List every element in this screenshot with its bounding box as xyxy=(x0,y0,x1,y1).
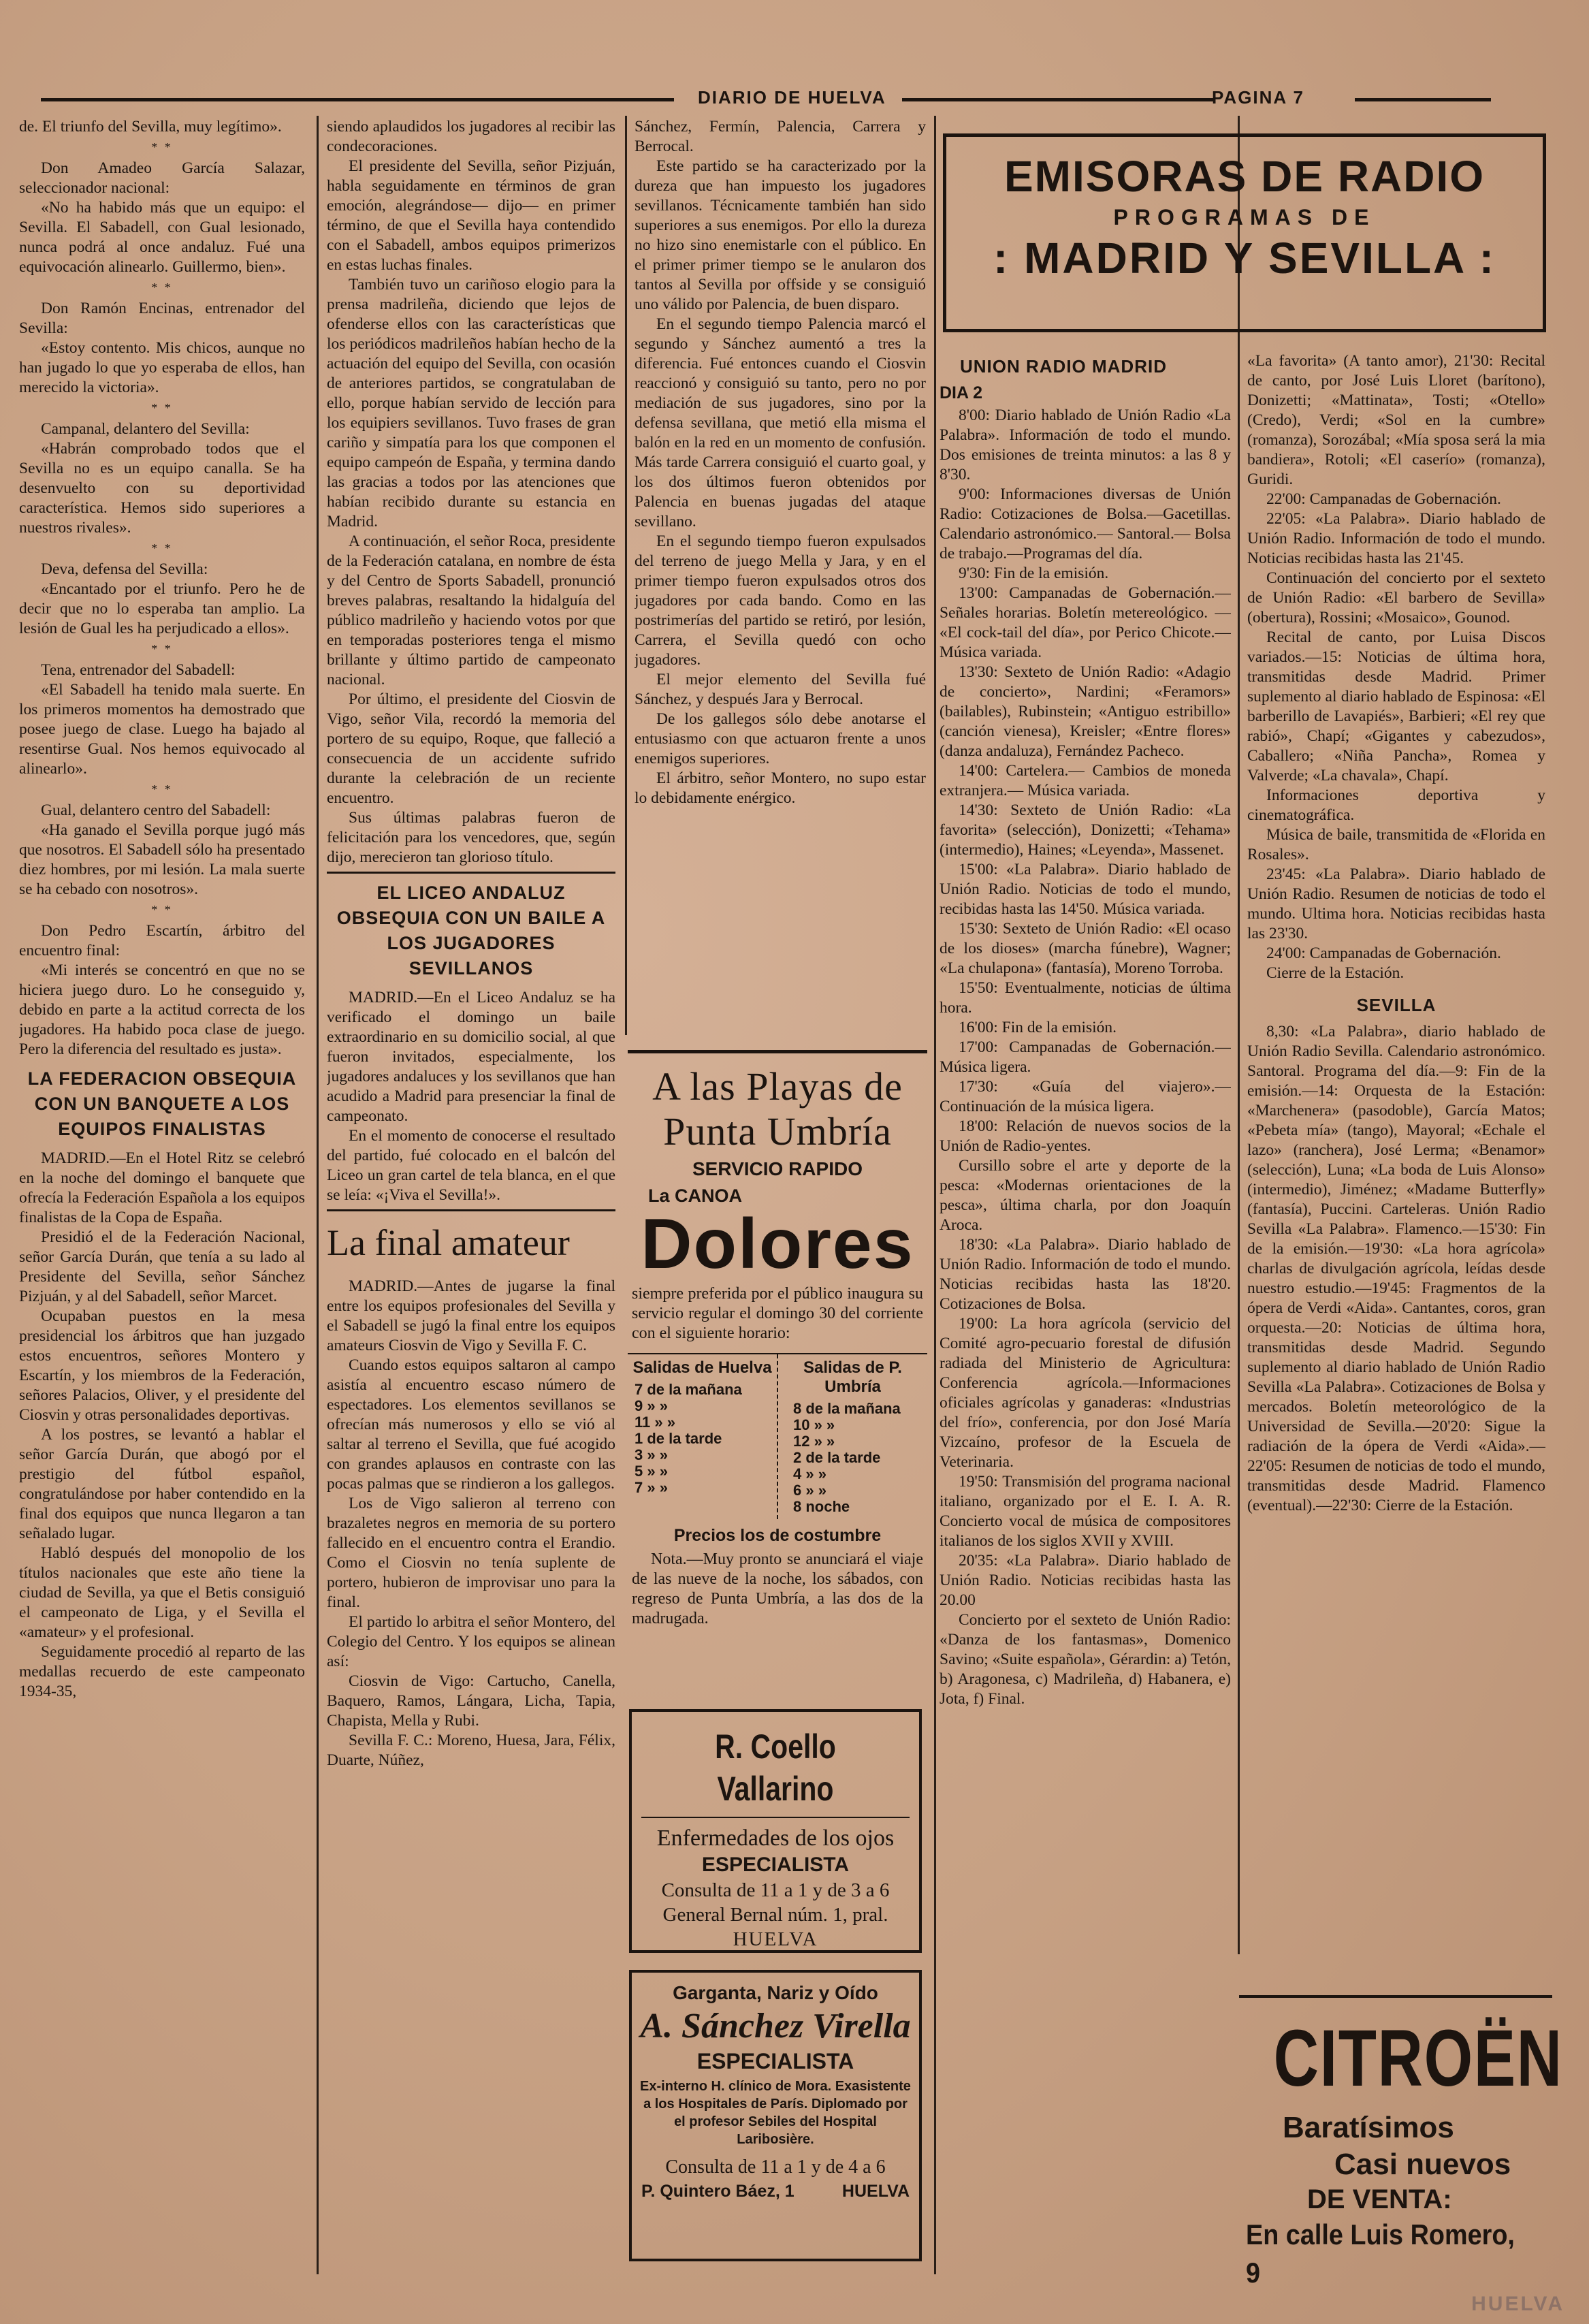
paragraph: Campanal, delantero del Sevilla: xyxy=(41,420,250,438)
paragraph: MADRID.—Antes de jugarse la final entre los equipos profesionales del Sevilla y el Sabadell se jugó la final entre los equipos amateurs Ciosvin de Vigo y Sevilla F. C. xyxy=(327,1277,615,1354)
schedule-header: Salidas de Huelva xyxy=(632,1358,772,1377)
ad-address: En calle Luis Romero, 9 xyxy=(1246,2218,1515,2289)
paragraph: Sánchez, Fermín, Palencia, Carrera y Berrocal. xyxy=(635,118,926,155)
schedule-time: 8 noche xyxy=(793,1498,850,1515)
archive-watermark: HUELVA xyxy=(1471,2293,1564,2315)
paragraph: Deva, defensa del Sevilla: xyxy=(41,560,208,578)
radio-header-box xyxy=(943,133,1546,332)
radio-program-madrid xyxy=(940,345,1231,2265)
column-rule xyxy=(1238,116,1240,1954)
article-headline: EL LICEO ANDALUZ OBSEQUIA CON UN BAILE A LOS JUGADORES SEVILLANOS xyxy=(336,882,606,978)
program-item: Concierto por el sexteto de Unión Radio: «Danza de los fantasmas», Domenico Savino; «Suite española», Gérardin: a) Tetón, b) Aragonesa, c) Madrileña, d) Habanera, e) Jota, f) Final. xyxy=(940,1611,1231,1708)
paragraph: «Estoy contento. Mis chicos, aunque no han jugado lo que yo esperaba de ellos, han merecido la victoria». xyxy=(19,339,305,396)
paragraph: «Habrán comprobado todos que el Sevilla no es un equipo canalla. Se ha desenvuelto con su deportividad característica. Hemos sido superiores a nuestros rivales». xyxy=(19,440,305,537)
program-item: 24'00: Campanadas de Gobernación. xyxy=(1266,944,1501,962)
schedule-punta-umbria xyxy=(778,1354,927,1519)
paragraph: El presidente del Sevilla, señor Pizjuán, habla seguidamente en términos de gran emoción, alegrándose— dijo— en primer término, de que el Sevilla haya contendido con el Sabadell, ambos equipos primerizos en estas luchas finales. xyxy=(327,157,615,274)
ad-specialty: Enfermedades de los ojos xyxy=(656,1826,895,1851)
paragraph: Cuando estos equipos saltaron al campo asistía al encuentro escaso número de espectadores. Los elementos sevillanos se ofrecían más numerosos y ello se vió al saltar al terreno el Sevilla, que fué acogido con grandes aplausos en contraste con las pocas palmas que se rindieron a los gallegos. xyxy=(327,1356,615,1493)
program-item: 9'00: Informaciones diversas de Unión Radio: Cotizaciones de Bolsa.—Gacetillas. Calendario astronómico.— Santoral.— Bolsa de trabajo.—Programas del día. xyxy=(940,486,1231,562)
program-item: 22'05: «La Palabra». Diario hablado de Unión Radio. Información de todo el mundo. Noticias recibidas hasta las 21'45. xyxy=(1247,510,1545,567)
paragraph: Tena, entrenador del Sabadell: xyxy=(41,661,236,679)
ad-citroen xyxy=(1239,1995,1563,2289)
schedule-time: 2 de la tarde xyxy=(793,1449,881,1466)
ad-title: ESPECIALISTA xyxy=(696,2049,854,2073)
separator-asterisks: * * xyxy=(151,642,173,656)
ad-title: A las Playas de Punta Umbría xyxy=(652,1064,903,1153)
column-rule xyxy=(317,116,319,2274)
paragraph: Gual, delantero centro del Sabadell: xyxy=(41,801,271,819)
header-rule-middle xyxy=(902,98,1215,101)
program-item: 19'00: La hora agrícola (servicio del Comité agro-pecuario forestal de difusión radiada del Ministerio de Agricultura: Conferencia agrícola.—Informaciones oficiales agrícolas y ganaderas: «Industrias del frío», conferencia, por don José María Vizcaíno, profesor de la Escuela de Veterinaria. xyxy=(940,1315,1231,1471)
paragraph: Sevilla F. C.: Moreno, Huesa, Jara, Félix, Duarte, Núñez, xyxy=(327,1732,615,1769)
program-item: 16'00: Fin de la emisión. xyxy=(959,1019,1117,1036)
column-rule xyxy=(934,116,936,2274)
program-item: 15'00: «La Palabra». Diario hablado de Unión Radio. Noticias de todo el mundo, recibidas hasta las 14'50. Música variada. xyxy=(940,861,1231,918)
column-rule xyxy=(625,116,627,1035)
paragraph: «El Sabadell ha tenido mala suerte. En los primeros momentos ha demostrado que posee juego de clase. Luego ha bajado al resentirse Gual. Nos hemos equivocado al alinearlo». xyxy=(19,681,305,778)
ad-hours: Consulta de 11 a 1 y de 4 a 6 xyxy=(665,2156,886,2178)
radio-subtitle: PROGRAMAS DE xyxy=(1113,205,1376,229)
paragraph: Seguidamente procedió al reparto de las medallas recuerdo de este campeonato 1934-35, xyxy=(19,1643,305,1700)
program-item: Cursillo sobre el arte y deporte de la pesca: «Modernas orientaciones de la pesca», última charla, por don Joaquín Aroca. xyxy=(940,1157,1231,1234)
program-item: «La favorita» (A tanto amor), 21'30: Recital de canto, por José Luis Lloret (barítono), Donizetti; «Mattinata», Tosti; «Otello» (Credo), Verdi; «Sol en la cumbre» (romanza), Sorozábal; «Mía sposa será la mia bandiera», Rotoli; «El caserío» (romanza), Guridi. xyxy=(1247,352,1545,488)
schedule-time: 1 de la tarde xyxy=(635,1430,722,1447)
paragraph: En el segundo tiempo Palencia marcó el segundo y Sánchez aumentó a tres la diferencia. Fué entonces cuando el Ciosvin reaccionó y consiguió su tanto, pero no por mediación de sus jugadores, sino por la defensa sevillana, que metió ella misma el balón en la red en un momento de confusión. Más tarde Carrera consiguió el cuarto goal, y los dos últimos fueron obtenidos por Palencia en buenas jugadas del ataque sevillano. xyxy=(635,315,926,530)
station-name: UNION RADIO MADRID xyxy=(960,356,1167,377)
article-headline: La final amateur xyxy=(327,1222,570,1263)
divider xyxy=(327,872,615,874)
ad-specialty: Garganta, Nariz y Oído xyxy=(673,1982,878,2003)
ad-title: ESPECIALISTA xyxy=(701,1853,850,1876)
program-item: Cierre de la Estación. xyxy=(1266,964,1405,982)
paragraph: El árbitro, señor Montero, no supo estar lo debidamente enérgico. xyxy=(635,769,926,807)
program-item: Música de baile, transmitida de «Florida en Rosales». xyxy=(1247,826,1545,863)
article-column-2 xyxy=(327,117,615,2276)
paragraph: Los de Vigo salieron al terreno con brazaletes negros en memoria de su portero fallecido en el encuentro contra el Erandio. Como el Ciosvin no tenía suplente de portero, hubieron de improvisar uno para la final. xyxy=(327,1495,615,1611)
program-item: 9'30: Fin de la emisión. xyxy=(959,564,1109,582)
paragraph: «Encantado por el triunfo. Pero he de decir que no lo esperaba tan amplio. La lesión de Gual les ha perjudicado a ellos». xyxy=(19,580,305,637)
ad-service: SERVICIO RAPIDO xyxy=(692,1158,863,1179)
ad-address: P. Quintero Báez, 1 xyxy=(641,2182,794,2201)
program-item: 8'00: Diario hablado de Unión Radio «La Palabra». Información de todo el mundo. Dos emisiones de treinta minutos: a las 8 y 8'30. xyxy=(940,407,1231,483)
ad-doctor-name: R. Coello Vallarino xyxy=(715,1728,836,1808)
ad-line: Casi nuevos xyxy=(1334,2148,1511,2181)
program-item: 14'00: Cartelera.— Cambios de moneda extranjera.— Música variada. xyxy=(940,762,1231,799)
paragraph: A continuación, el señor Roca, presidente de la Federación catalana, en nombre de ésta y del Centro de Sports Sabadell, pronunció breves palabras, resaltando la hidalguía del público madrileño y haciendo votos por que en temporadas posteriores tenga el mismo brillante y último partido de campeonato nacional. xyxy=(327,532,615,688)
paragraph: Ciosvin de Vigo: Cartucho, Canella, Baquero, Ramos, Lángara, Licha, Tapia, Chapista, Mella y Rubi. xyxy=(327,1672,615,1730)
station-name: SEVILLA xyxy=(1356,995,1436,1015)
schedule-time: 7 de la mañana xyxy=(635,1381,742,1398)
paragraph: Don Ramón Encinas, entrenador del Sevilla: xyxy=(19,300,305,337)
separator-asterisks: * * xyxy=(151,782,173,796)
program-item: 15'50: Eventualmente, noticias de última hora. xyxy=(940,979,1231,1017)
schedule-header: Salidas de P. Umbría xyxy=(803,1358,902,1396)
ad-doctor-name: A. Sánchez Virella xyxy=(640,2007,911,2046)
program-day: DIA 2 xyxy=(940,383,982,402)
paragraph: de. El triunfo del Sevilla, muy legítimo». xyxy=(19,118,282,136)
schedule-time: 3 » » xyxy=(635,1446,668,1463)
paragraph: «No ha habido más que un equipo: el Sevilla. El Sabadell, con Gual lesionado, nunca podrá al once andaluz. Fué una equivocación alinearlo. Guillermo, bien». xyxy=(19,199,305,276)
ad-note: Nota.—Muy pronto se anunciará el viaje de las nueve de la noche, los sábados, con regreso de Punta Umbría, a las dos de la madrugada. xyxy=(632,1550,923,1627)
ad-canoa: La CANOA xyxy=(648,1185,743,1206)
schedule-table xyxy=(628,1353,927,1519)
separator-asterisks: * * xyxy=(151,281,173,294)
paragraph: Don Pedro Escartín, árbitro del encuentro final: xyxy=(19,922,305,959)
program-item: 18'30: «La Palabra». Diario hablado de Unión Radio. Información de todo el mundo. Noticias recibidas hasta las 18'20. Cotizaciones de Bolsa. xyxy=(940,1236,1231,1313)
program-item: 22'00: Campanadas de Gobernación. xyxy=(1266,490,1501,508)
separator-asterisks: * * xyxy=(151,903,173,917)
paragraph: A los postres, se levantó a hablar el señor García Durán, que abogó por el prestigio del fútbol español, congratulándose por haber contendido en la final dos equipos que nunca llegaron a tan señalado lugar. xyxy=(19,1426,305,1542)
ad-text: Ex-interno H. clínico de Mora. Exasistente a los Hospitales de París. Diplomado por el profesor Sebiles del Hospital Laribosière. xyxy=(640,2079,911,2147)
program-item: 14'30: Sexteto de Unión Radio: «La favorita» (selección), Donizetti; «Tehama» (intermedio), Haines; «Leyenda», Massenet. xyxy=(940,801,1231,859)
schedule-time: 12 » » xyxy=(793,1433,835,1450)
program-item: 17'00: Campanadas de Gobernación.—Música ligera. xyxy=(940,1038,1231,1076)
program-item: 13'00: Campanadas de Gobernación.— Señales horarias. Boletín metereológico. — «El cock-tail del día», por Perico Chicote.—Música variada. xyxy=(940,584,1231,661)
article-headline: LA FEDERACION OBSEQUIA CON UN BANQUETE A LOS EQUIPOS FINALISTAS xyxy=(27,1068,297,1139)
header-rule-right xyxy=(1355,98,1491,101)
schedule-time: 5 » » xyxy=(635,1463,668,1480)
paragraph: En el momento de conocerse el resultado del partido, fué colocado en el balcón del Liceo un gran cartel de tela blanca, en el que se leía: «¡Viva el Sevilla!». xyxy=(327,1127,615,1204)
paragraph: Ocupaban puestos en la mesa presidencial los árbitros que han juzgado estos encuentros, señores Montero y Escartín, y los miembros de la Federación, señores Palacios, Oliver, y el presidente del Ciosvin y otras personalidades deportivas. xyxy=(19,1307,305,1424)
program-item: 17'30: «Guía del viajero».— Continuación de la música ligera. xyxy=(940,1078,1231,1115)
page-number: PAGINA 7 xyxy=(1212,87,1304,108)
ad-city: HUELVA xyxy=(733,1928,818,1950)
ad-hours: Consulta de 11 a 1 y de 3 a 6 xyxy=(661,1879,890,1901)
paragraph: siendo aplaudidos los jugadores al recibir las condecoraciones. xyxy=(327,118,615,155)
paragraph: Este partido se ha caracterizado por la dureza que han impuesto los jugadores sevillanos. Técnicamente también han sido superiores a sus enemigos. Por ello la dureza no hizo sino enemistarle con el público. En el primer primer tiempo se le anularon dos tantos al Sevilla por offside y se consiguió uno válido por Palencia, de buen disparo. xyxy=(635,157,926,313)
paragraph: «Ha ganado el Sevilla porque jugó más que nosotros. El Sabadell sólo ha presentado diez hombres, por mi lesión. La mala suerte se ha cebado con nosotros». xyxy=(19,821,305,898)
program-item: Continuación del concierto por el sexteto de Unión Radio: «El barbero de Sevilla» (obertura), Rossini; «Mosaico», Gounod. xyxy=(1247,569,1545,626)
paragraph: El mejor elemento del Sevilla fué Sánchez, y después Jara y Berrocal. xyxy=(635,671,926,708)
schedule-huelva xyxy=(628,1354,778,1519)
schedule-time: 4 » » xyxy=(793,1465,826,1482)
schedule-time: 9 » » xyxy=(635,1397,668,1414)
schedule-time: 6 » » xyxy=(793,1482,826,1499)
separator-asterisks: * * xyxy=(151,140,173,154)
ad-coello-vallarino xyxy=(629,1709,922,1953)
page-header xyxy=(41,87,1491,114)
ad-address: General Bernal núm. 1, pral. xyxy=(662,1904,888,1926)
program-item: 19'50: Transmisión del programa nacional italiano, organizado por el E. I. A. R. Concierto vocal de música de compositores italianos de los siglos XVII y XVIII. xyxy=(940,1473,1231,1550)
program-item: 15'30: Sexteto de Unión Radio: «El ocaso de los dioses» (marcha fúnebre), Wagner; «La chulapona» (fantasía), Moreno Torroba. xyxy=(940,920,1231,977)
separator-asterisks: * * xyxy=(151,541,173,555)
paragraph: Por último, el presidente del Ciosvin de Vigo, señor Vila, recordó la memoria del portero de su equipo, Roque, que falleció a consecuencia de un accidente sufrido durante la celebración de un reciente encuentro. xyxy=(327,690,615,807)
program-item: Recital de canto, por Luisa Discos variados.—15: Noticias de última hora, transmitidas desde Madrid. Primer suplemento al diario hablado de Espinosa: «El barberillo de Lavapiés», Barbieri; «El rey que rabió», Chapí; «Gigantes y cabezudos», Caballero; «Niña Pancha», Romea y Valverde; «La chavala», Chapí. xyxy=(1247,628,1545,784)
program-item: 13'30: Sexteto de Unión Radio: «Adagio de concierto», Nardini; «Feramors» (bailables), Rubinstein; «Antiguo estribillo» (canción vienesa), Kreisler; «Entre flores» (danza andaluza), Fernández Pacheco. xyxy=(940,663,1231,760)
schedule-time: 8 de la mañana xyxy=(793,1400,901,1417)
radio-subtitle-cities: : MADRID Y SEVILLA : xyxy=(993,234,1496,283)
radio-title: EMISORAS DE RADIO xyxy=(1004,152,1486,201)
program-item: Informaciones deportiva y cinematográfica. xyxy=(1247,786,1545,824)
divider xyxy=(327,1209,615,1211)
separator-asterisks: * * xyxy=(151,401,173,415)
paragraph: El partido lo arbitra el señor Montero, del Colegio del Centro. Y los equipos se alinean así: xyxy=(327,1613,615,1670)
radio-program-continued xyxy=(1247,351,1545,1992)
schedule-time: 10 » » xyxy=(793,1416,835,1433)
paragraph: Don Amadeo García Salazar, seleccionador nacional: xyxy=(19,159,305,197)
ad-prices: Precios los de costumbre xyxy=(673,1526,882,1545)
paragraph: En el segundo tiempo fueron expulsados del terreno de juego Mella y Jara, y en el primer tiempo fueron expulsados otros dos jugadores por cada bando. Como en las postrimerías del partido se retiró, por lesión, Carrera, el Sevilla quedó con ocho jugadores. xyxy=(635,532,926,669)
program-item: 20'35: «La Palabra». Diario hablado de Unión Radio. Noticias recibidas hasta las 20.00 xyxy=(940,1552,1231,1609)
paragraph: Habló después del monopolio de los títulos nacionales que este año tiene la ciudad de Sevilla, ya que el Betis consiguió el campeonato de Liga, y el Sevilla el «amateur» y el profesional. xyxy=(19,1544,305,1641)
ad-city: HUELVA xyxy=(841,2182,910,2201)
paragraph: MADRID.—En el Liceo Andaluz se ha verificado el domingo un baile extraordinario en su domicilio social, al que fueron invitados, especialmente, los jugadores andaluces y los sevillanos que han acudido a Madrid para presenciar la final de campeonato. xyxy=(327,989,615,1125)
paragraph: MADRID.—En el Hotel Ritz se celebró en la noche del domingo el banquete que ofrecía la Federación Española a los equipos finalistas de la Copa de España. xyxy=(19,1149,305,1226)
paragraph: Sus últimas palabras fueron de felicitación para los vencedores, que, según dijo, merecieron tan glorioso título. xyxy=(327,809,615,866)
schedule-time: 11 » » xyxy=(635,1414,675,1431)
newspaper-name: DIARIO DE HUELVA xyxy=(698,87,886,108)
paragraph: Presidió el de la Federación Nacional, señor García Durán, que tenía a su lado al Presidente del Sevilla, señor Sánchez Pizjuán, y al del Sabadell, señor Marcet. xyxy=(19,1228,305,1305)
article-column-3 xyxy=(635,117,926,1043)
paragraph: De los gallegos sólo debe anotarse el entusiasmo con que actuaron frente a unos enemigos superiores. xyxy=(635,710,926,767)
header-rule-left xyxy=(41,98,674,101)
program-item: 23'45: «La Palabra». Diario hablado de Unión Radio. Resumen de noticias de todo el mundo. Ultima hora. Noticias recibidas hasta las 23'30. xyxy=(1247,865,1545,942)
ad-boat-name: Dolores xyxy=(641,1205,914,1284)
ad-text: siempre preferida por el público inaugura su servicio regular el domingo 30 del corriente con el siguiente horario: xyxy=(632,1285,923,1342)
ad-punta-umbria xyxy=(628,1050,927,1693)
paragraph: También tuvo un cariñoso elogio para la prensa madrileña, diciendo que lejos de ofenderse ellos con las características que los periódicos madrileños habían hecho de la actuación del equipo del Sevilla, con ocasión de anteriores partidos, se congratulaban de ello, porque habían servido de lección para los equipiers sevillanos. Tuvo frases de gran cariño y simpatía para los que componen el equipo campeón de España, y termina dando las gracias a todos por las atenciones que habían recibido durante su estancia en Madrid. xyxy=(327,276,615,530)
ad-sanchez-virella xyxy=(629,1970,922,2261)
article-column-1 xyxy=(19,117,305,2276)
ad-brand: CITROËN xyxy=(1273,2013,1563,2103)
ad-line: Baratísimos xyxy=(1283,2111,1454,2144)
schedule-time: 7 » » xyxy=(635,1479,668,1496)
ad-line: DE VENTA: xyxy=(1307,2184,1452,2214)
program-item: 8,30: «La Palabra», diario hablado de Unión Radio Sevilla. Calendario astronómico. Santoral. Programa del día.—9: Fin de la emisión.—14: Orquesta de la Estación: «Marchenera» (pasodoble), García Matos; «Pebeta mía» (tango), Mayoral; «Echale el lazo» (ranchera), José Lerma; «Benamor» (selección), Luna; «La boda de Luis Alonso» (intermedio), Jiménez; «Madame Butterfly» (fantasía), Puccini. Carteleras. Unión Radio Sevilla «La Palabra». Flamenco.—15'30: Fin de la emisión.—19'30: «La hora agrícola» charlas de divulgación agrícola, leídas desde nuestro estudio.—19'45: Fragmentos de la ópera de Verdi «Aida». Cantantes, coros, gran orquesta.—20: Noticias de última hora, transmitidas desde Madrid. Segundo suplemento al diario hablado de Unión Radio Sevilla «La Palabra». Cotizaciones de Bolsa y mercados. Boletín meteorológico de la Universidad de Sevilla.—20'20: Sigue la radiación de la ópera de Verdi «Aida».— 22'05: Resumen de noticias de todo el mundo, transmitidas desde Madrid. Flamenco (eventual).—22'30: Cierre de la Estación. xyxy=(1247,1023,1545,1514)
program-item: 18'00: Relación de nuevos socios de la Unión de Radio-yentes. xyxy=(940,1117,1231,1155)
paragraph: «Mi interés se concentró en que no se hiciera juego duro. Lo he conseguido y, debido en parte a la actitud correcta de los jugadores. Ha habido poca clase de juego. Pero la diferencia del resultado es justa». xyxy=(19,961,305,1058)
